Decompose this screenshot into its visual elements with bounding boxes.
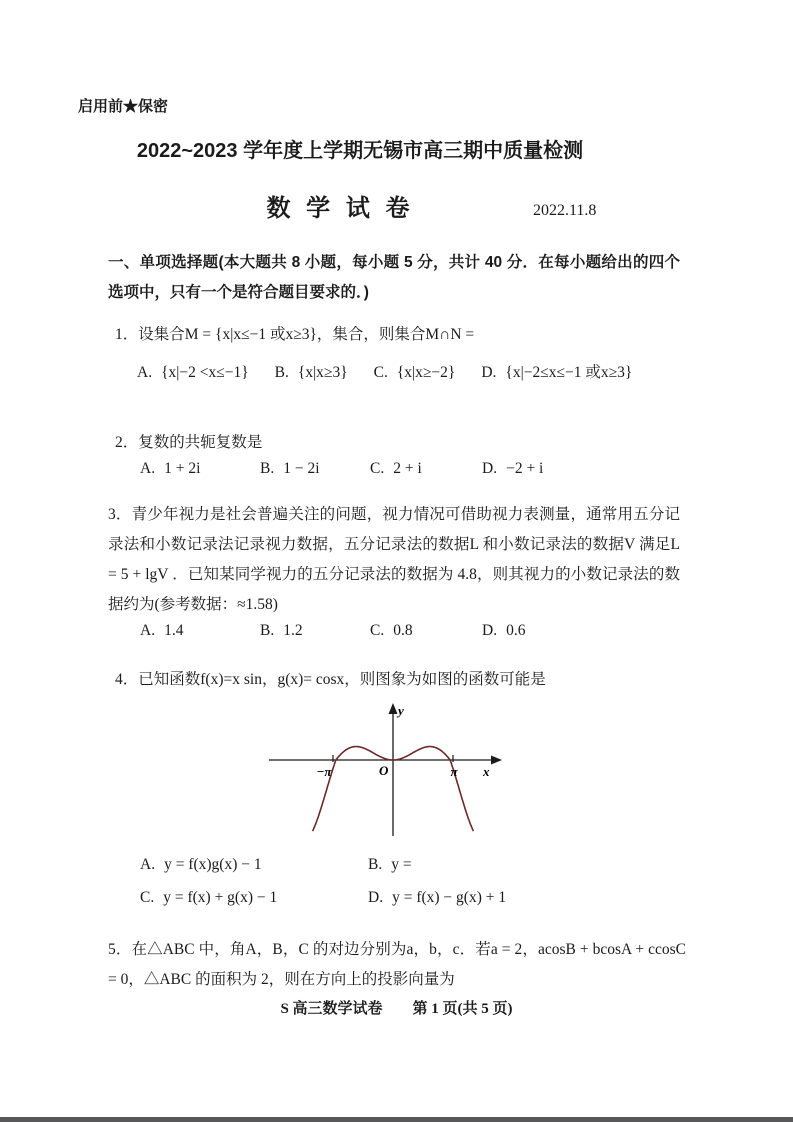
pi-label: π: [450, 764, 458, 779]
q1-option-a: [137, 364, 249, 381]
option-text: 0.6: [506, 622, 526, 639]
question-3-options: [140, 622, 685, 640]
option-text: 1.4: [164, 622, 184, 639]
q3-option-b: [260, 622, 370, 640]
option-label: C.: [373, 364, 388, 381]
option-text: y =: [391, 856, 412, 873]
option-label: B.: [260, 622, 275, 639]
security-notice: 启用前★保密: [78, 98, 169, 115]
option-label: B.: [368, 856, 383, 873]
option-label: D.: [368, 889, 384, 906]
page-footer: S 高三数学试卷 第 1 页(共 5 页): [280, 1001, 513, 1017]
q1-option-c: [374, 364, 456, 381]
question-1-stem: 1．设集合M = {x|x≤−1 或x≥3}，集合，则集合M∩N =: [115, 326, 475, 343]
q3-option-c: [370, 622, 482, 640]
q2-option-d: [482, 460, 685, 478]
q2-option-c: [370, 460, 482, 478]
question-3-stem: 3．青少年视力是社会普遍关注的问题，视力情况可借助视力表测量，通常用五分记录法和小数记录法记录视力数据，五分记录法的数据L 和小数记录法的数据V 满足L = 5 + lgV ．已知某同学视力的五分记录法的数据为 4.8，则其视力的小数记录法的数据约为(参考数据：≈1.58): [108, 506, 680, 613]
option-text: −2 + i: [506, 460, 544, 477]
option-text: {x|x≥−2}: [396, 364, 456, 381]
option-label: A.: [140, 622, 156, 639]
option-text: {x|−2≤x≤−1 或x≥3}: [505, 364, 633, 381]
question-1-options: [103, 358, 683, 388]
option-label: A.: [137, 364, 153, 381]
option-label: D.: [482, 460, 498, 477]
q1-option-b: [275, 364, 348, 381]
option-text: y = f(x)g(x) − 1: [164, 856, 262, 873]
option-text: {x|−2 <x≤−1}: [161, 364, 249, 381]
x-axis-label: x: [483, 764, 490, 779]
option-label: C.: [370, 622, 385, 639]
q4-option-d: [368, 889, 685, 907]
option-label: B.: [274, 364, 289, 381]
question-4-stem: 4．已知函数f(x)=x sin，g(x)= cosx，则图象为如图的函数可能是: [115, 671, 546, 688]
option-label: D.: [481, 364, 497, 381]
option-text: 1 + 2i: [164, 460, 201, 477]
exam-session-title: 2022~2023 学年度上学期无锡市高三期中质量检测: [136, 140, 584, 162]
q4-option-a: [140, 856, 368, 874]
y-axis-label: y: [398, 703, 404, 718]
option-label: D.: [482, 622, 498, 639]
question-2-stem: 2．复数的共轭复数是: [115, 434, 263, 451]
section-one-heading: 一、单项选择题(本大题共 8 小题，每小题 5 分，共计 40 分．在每小题给出的四个选项中，只有一个是符合题目要求的．): [108, 254, 680, 301]
exam-date: 2022.11.8: [533, 202, 597, 219]
option-text: {x|x≥3}: [297, 364, 348, 381]
neg-pi-label: −π: [316, 764, 332, 779]
option-label: C.: [140, 889, 155, 906]
q1-option-d: [481, 364, 632, 381]
q3-option-a: [140, 622, 260, 640]
q2-option-a: [140, 460, 260, 478]
option-text: y = f(x) − g(x) + 1: [392, 889, 507, 906]
origin-label: O: [379, 763, 389, 778]
option-text: 1.2: [283, 622, 303, 639]
scan-bottom-edge: [0, 1117, 793, 1122]
x-axis-arrow: [491, 756, 502, 765]
option-label: B.: [260, 460, 275, 477]
option-text: 1 − 2i: [283, 460, 320, 477]
paper-title: 数 学 试 卷: [266, 195, 410, 222]
q4-function-graph: [253, 698, 523, 848]
q4-option-c: [140, 889, 368, 907]
q2-option-b: [260, 460, 370, 478]
question-5-stem: 5．在△ABC 中，角A，B，C 的对边分别为a，b，c．若a = 2，acosB + bcosA + ccosC = 0，△ABC 的面积为 2，则在方向上的投影向量为: [108, 941, 686, 988]
y-axis-arrow: [389, 703, 398, 714]
question-4-options: [140, 856, 685, 907]
option-label: A.: [140, 856, 156, 873]
option-label: C.: [370, 460, 385, 477]
q3-option-d: [482, 622, 685, 640]
option-text: 0.8: [393, 622, 413, 639]
option-label: A.: [140, 460, 156, 477]
q4-option-b: [368, 856, 685, 874]
option-text: y = f(x) + g(x) − 1: [163, 889, 278, 906]
option-text: 2 + i: [393, 460, 422, 477]
question-2-options: [140, 460, 685, 478]
